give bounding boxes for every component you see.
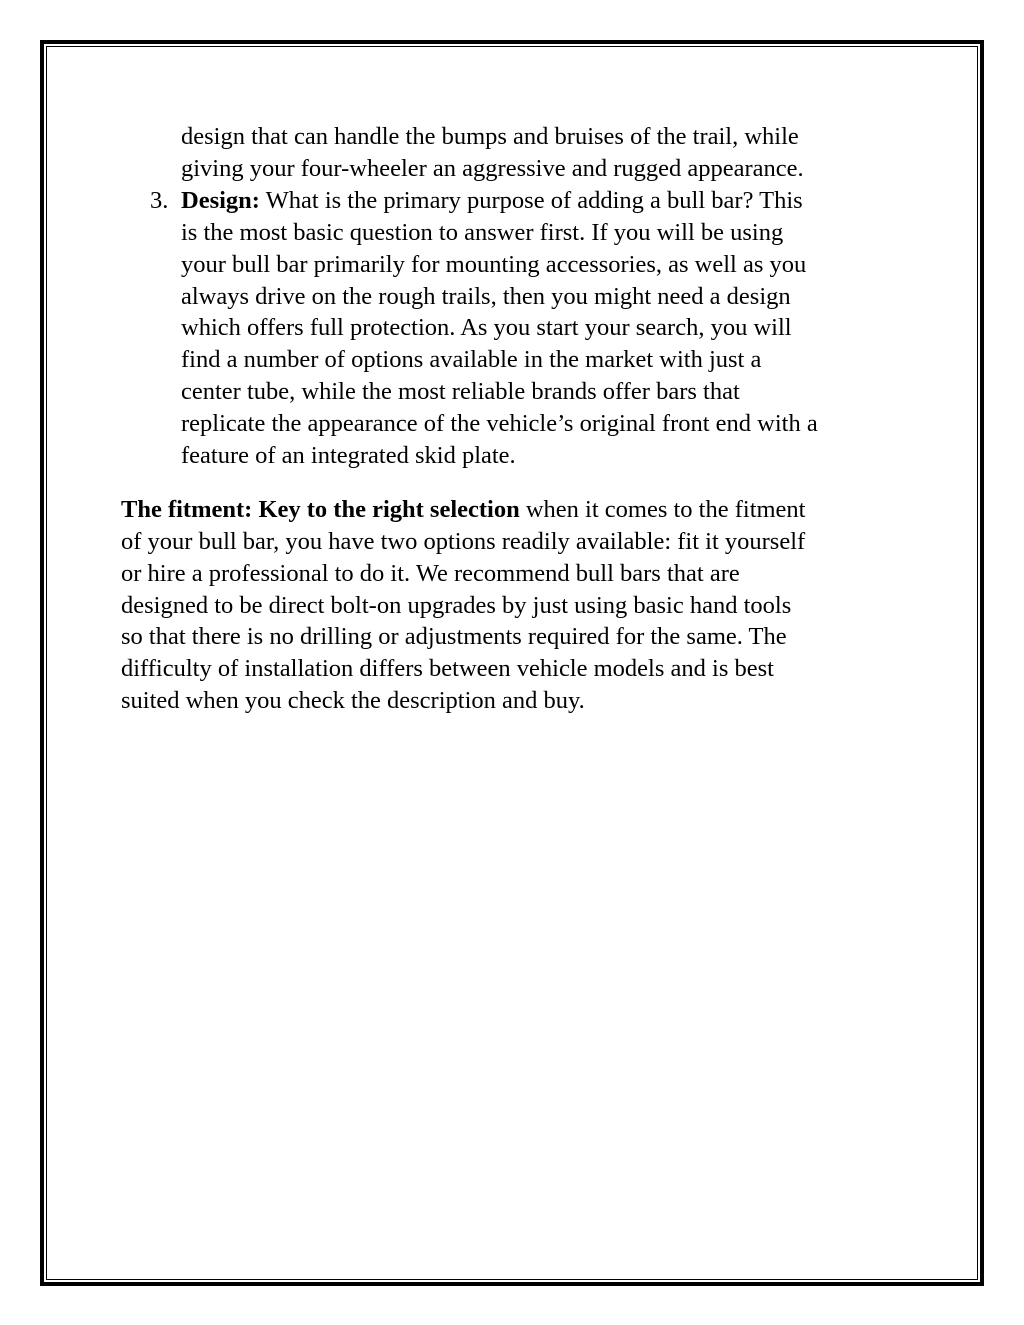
list-item-line: replicate the appearance of the vehicle’s original front end with a <box>181 410 818 437</box>
list-item-line: center tube, while the most reliable brands offer bars that <box>181 378 740 405</box>
continued-item-line: giving your four-wheeler an aggressive and rugged appearance. <box>181 155 804 182</box>
list-item-text: What is the primary purpose of adding a bull bar? This <box>259 187 803 214</box>
paragraph-text: when it comes to the fitment <box>519 496 806 523</box>
continued-item-line: design that can handle the bumps and bruises of the trail, while <box>181 123 799 150</box>
list-item-line: find a number of options available in the market with just a <box>181 346 762 373</box>
list-item-first-line <box>181 185 803 217</box>
paragraph-line: or hire a professional to do it. We recommend bull bars that are <box>121 560 740 587</box>
paragraph-line: so that there is no drilling or adjustments required for the same. The <box>121 623 787 650</box>
list-item-line: always drive on the rough trails, then you might need a design <box>181 283 791 310</box>
list-item-line: your bull bar primarily for mounting accessories, as well as you <box>181 251 807 278</box>
list-item-line: which offers full protection. As you start your search, you will <box>181 314 792 341</box>
list-item-number: 3. <box>150 187 169 214</box>
paragraph-line: designed to be direct bolt-on upgrades by just using basic hand tools <box>121 592 792 619</box>
list-item-line: feature of an integrated skid plate. <box>181 442 516 469</box>
list-item-line: is the most basic question to answer first. If you will be using <box>181 219 784 246</box>
paragraph-first-line <box>121 494 806 526</box>
paragraph-line: difficulty of installation differs between vehicle models and is best <box>121 655 774 682</box>
list-item-heading: Design: <box>181 187 260 214</box>
paragraph-line: of your bull bar, you have two options readily available: fit it yourself <box>121 528 806 555</box>
paragraph-heading: The fitment: Key to the right selection <box>121 496 520 523</box>
paragraph-line: suited when you check the description and buy. <box>121 687 585 714</box>
